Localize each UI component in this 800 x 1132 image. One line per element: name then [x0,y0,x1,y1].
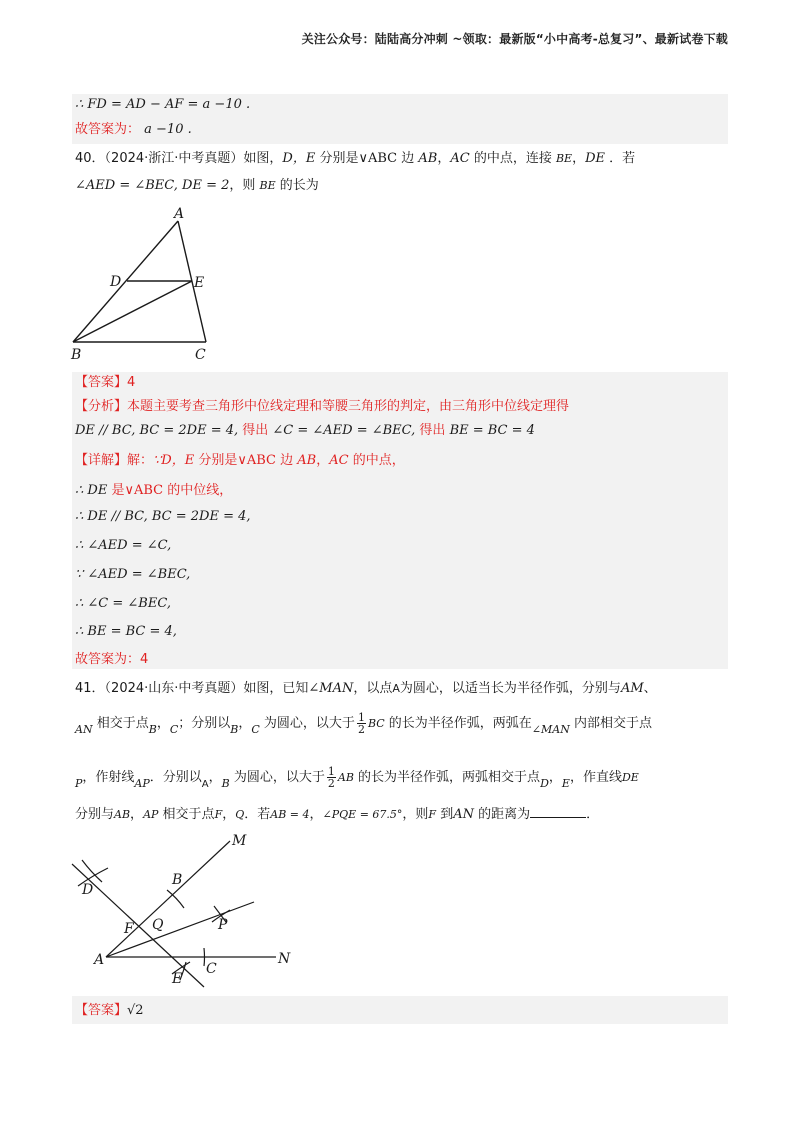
q40-de: D，E [282,151,316,166]
q41-math: AN [75,723,93,736]
q40-step-math: ∨ABC [124,483,164,498]
q41-text: ．若 [244,807,271,822]
q40-detail [75,452,405,470]
q41-stem-line3 [75,766,639,789]
q40-analysis-line2 [75,422,535,440]
q41-text: 、 [643,681,657,696]
q40-answer: 【答案】4 [75,375,136,390]
q41-answer [75,1002,144,1020]
q40-ac: AC [450,151,470,166]
q41-label-b: B [172,872,183,888]
q41-answer-label: 【答案】 [75,1003,128,1018]
q41-stem-line4 [75,805,599,824]
q40-text: ，则 [229,178,260,193]
q41-text: ，则 [402,807,429,822]
q40-step-text: 的中位线， [163,483,233,498]
q41-label-d: D [82,882,94,898]
q40-step: ∴ ∠C = ∠BEC, [75,596,171,611]
q41-arc-d1 [82,860,102,882]
prev-answer-label: 故答案为： [75,122,141,137]
q41-text: 41．（2024·山东·中考真题）如图，已知 [75,681,309,696]
q40-stem-line1 [75,150,635,168]
q41-math: AM [620,681,644,696]
q41-math: AN [453,807,474,822]
q40-step-math: ∴ DE [75,483,108,498]
q41-text: 为圆心，以适当长为半径作弧，分别与 [399,681,621,696]
q40-figure [64,200,224,365]
q40-text: ， [572,151,586,166]
q41-math: DE [621,771,639,784]
q41-frac-den: 2 [357,723,365,736]
q40-detail-math: AC [329,453,349,468]
q40-label-a: A [174,206,185,222]
q41-math: ∠PQE = 67.5° [322,808,403,821]
q40-label-c: C [195,347,206,363]
q41-text: ， [130,807,144,822]
q40-detail-math: AB [297,453,317,468]
q40-condition: ∠AED = ∠BEC, DE = 2 [75,178,230,193]
q41-math: AB [114,808,131,821]
q41-figure [64,830,304,995]
q41-text: 相交于点 [158,807,215,822]
q40-final-answer: 故答案为：4 [75,652,149,667]
q41-text: ． [586,807,600,822]
q41-text: ， [309,807,323,822]
q41-math: A [392,682,400,695]
q41-label-f: F [124,921,134,937]
q40-analysis-text: 得出 [238,423,273,438]
q41-answer-value: √2 [127,1003,144,1018]
q40-step [75,482,232,500]
q41-text: 相交于点 [92,716,149,731]
q41-label-p: P [218,917,228,933]
q40-label-e: E [194,275,205,291]
q40-detail-math: ∵D，E [153,453,195,468]
q40-detail-label: 【详解】解： [75,453,154,468]
q41-ray-am [106,841,230,957]
q40-detail-text: 分别是 [194,453,238,468]
q40-be: BE [555,152,573,165]
q40-step: ∴ BE = BC = 4, [75,624,177,639]
q41-math: AP [143,808,159,821]
q41-math: Q [235,808,245,821]
q41-text: ；分别以 [178,716,231,731]
q41-math: B [221,777,230,790]
q41-math: P [75,777,83,790]
prev-equation: ∴ FD = AD − AF = a −10 . [75,97,251,112]
q41-text: 为圆心，以大于 [259,716,355,731]
q41-text: ．分别以 [149,770,202,785]
q41-math: E [561,777,570,790]
q41-math: D [540,777,549,790]
q40-analysis-math: ∠C = ∠AED = ∠BEC, [272,423,416,438]
q41-text: 内部相交于点 [569,716,652,731]
q40-stem-line2 [75,177,319,195]
q41-text: ， [222,807,236,822]
q41-math: AP [134,777,150,790]
q40-analysis-text: 得出 [415,423,450,438]
q41-stem-line2 [75,712,652,735]
q41-math: ∠MAN [308,681,354,696]
q40-text: ．若 [605,151,636,166]
q41-half-fraction [327,766,336,789]
q41-half-fraction [357,712,366,735]
q41-math: ∠MAN [531,723,570,736]
q41-text: ， [156,716,170,731]
q41-math: F [214,808,223,821]
q40-step: ∵ ∠AED = ∠BEC, [75,567,191,582]
q41-text: ，作射线 [82,770,135,785]
q41-text: ，以点 [353,681,393,696]
q41-label-a: A [94,952,105,968]
q40-step: ∴ DE // BC, BC = 2DE = 4, [75,509,251,524]
q40-detail-text: 边 [276,453,298,468]
q40-text: ， [437,151,451,166]
q40-text: 的中点，连接 [469,151,556,166]
q41-text: ， [548,770,562,785]
q40-analysis-math: BE = BC = 4 [449,423,535,438]
q40-number: 40．（2024·浙江·中考真题）如图， [75,151,283,166]
q40-step-text: 是 [107,483,125,498]
q40-text: 分别是 [315,151,359,166]
page-header: 关注公众号：陆陆高分冲刺 ~领取：最新版“小中高考-总复习”、最新试卷下载 [301,32,728,46]
prev-line [75,96,250,114]
q41-math: A [201,779,209,790]
q41-frac-den: 2 [327,777,335,790]
prev-answer-value: a −10 . [144,122,192,137]
q40-de-seg: DE [585,151,606,166]
q41-math: C [251,723,260,736]
q40-text: 的长为 [275,178,319,193]
q41-label-c: C [206,961,217,977]
q41-text: ， [208,770,222,785]
q40-step: ∴ ∠AED = ∠C, [75,538,172,553]
q40-seg-be [73,281,192,342]
q41-text: 到 [436,807,454,822]
q41-math: AB = 4 [270,808,310,821]
q41-answer-blank[interactable] [530,805,586,818]
q40-detail-text: ， [316,453,330,468]
q41-text: 的距离为 [473,807,531,822]
q40-detail-math: ∨ABC [237,453,276,468]
q41-frac-num: 1 [327,765,335,778]
prev-answer [75,121,192,139]
q41-math: B [148,723,157,736]
q40-ab: AB [418,151,438,166]
q40-analysis: 【分析】本题主要考查三角形中位线定理和等腰三角形的判定，由三角形中位线定理得 [75,399,570,414]
q41-text: ， [238,716,252,731]
q41-math: F [428,808,437,821]
q41-text: 的长为半径作弧，两弧在 [384,716,532,731]
q40-label-b: B [71,347,82,363]
q41-text: 为圆心，以大于 [229,770,325,785]
q41-math: C [169,723,179,736]
q41-math: B [230,723,239,736]
q41-text: 分别与 [75,807,115,822]
q40-be: BE [259,179,276,192]
q41-text: 的长为半径作弧，两弧相交于点 [353,770,541,785]
q40-triangle: ∨ABC [358,151,398,166]
q41-text: ，作直线 [569,770,622,785]
q41-frac-num: 1 [357,711,365,724]
q40-label-d: D [110,274,122,290]
q41-stem-line1 [75,680,657,698]
q41-label-e: E [172,971,183,987]
q41-answer-block [72,996,728,1024]
q41-arc-c [204,948,205,966]
q41-label-q: Q [152,917,164,933]
q40-analysis-math: DE // BC, BC = 2DE = 4, [75,423,239,438]
q40-text: 边 [397,151,419,166]
q41-label-m: M [232,833,247,849]
q40-detail-text: 的中点， [348,453,405,468]
q41-math: BC [367,717,385,730]
q41-label-n: N [278,951,291,967]
q41-math: AB [337,771,354,784]
